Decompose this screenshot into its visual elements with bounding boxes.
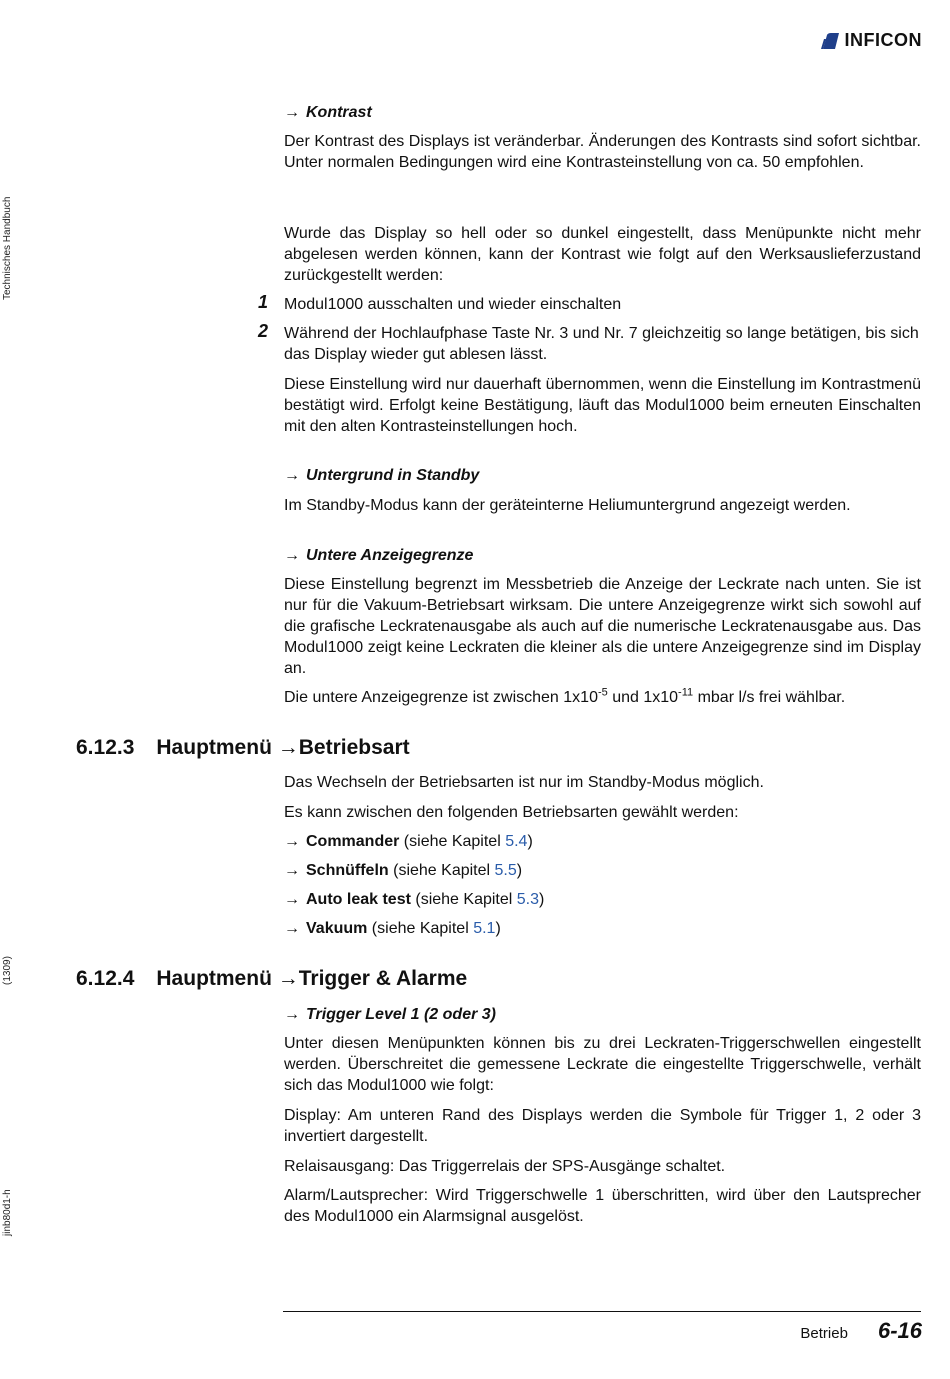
untere-heading [284,545,921,566]
arrow-icon: → [284,833,300,850]
mode-ref-suffix: ) [527,833,533,850]
arrow-icon: → [277,736,299,759]
arrow-icon: → [284,1006,300,1023]
margin-date-code: (1309) [2,956,13,985]
mode-item [284,860,921,881]
mode-ref-prefix: (siehe Kapitel [388,862,495,879]
kontrast-title: Kontrast [306,104,372,121]
untergrund-heading [284,465,921,486]
untergrund-title: Untergrund in Standby [306,467,480,484]
arrow-icon: → [284,467,300,484]
arrow-icon: → [277,967,299,990]
page-number: 6-16 [877,1318,922,1343]
trigger-level-title: Trigger Level 1 (2 oder 3) [306,1006,496,1023]
chapter-link[interactable]: 5.4 [505,833,528,850]
mode-ref-prefix: (siehe Kapitel [367,920,474,937]
chapter-link[interactable]: 5.1 [473,920,496,937]
range-exponent-2: -11 [678,686,694,699]
range-exponent-1: -5 [597,686,608,699]
trigger-paragraph-2: Display: Am unteren Rand des Displays werden die Symbole für Trigger 1, 2 oder 3 invertiert dargestellt. [284,1107,921,1145]
section-number: 6.12.4 [76,967,135,990]
range-text-c: mbar l/s frei wählbar. [693,689,846,706]
step-number-2: 2 [258,321,269,341]
section-title-b: Betriebsart [298,736,410,759]
footer [800,1318,922,1344]
step-text-1: Modul1000 ausschalten und wieder einschalten [284,296,622,313]
trigger-paragraph-4: Alarm/Lautsprecher: Wird Triggerschwelle 1 überschritten, wird über den Lautsprecher des Modul1000 ein Alarmsignal ausgelöst. [284,1187,921,1225]
mode-name: Vakuum [306,920,368,937]
untergrund-paragraph: Im Standby-Modus kann der geräteinterne Heliumuntergrund angezeigt werden. [284,497,851,514]
kontrast-paragraph-1: Der Kontrast des Displays ist veränderbar. Änderungen des Kontrasts sind sofort sichtbar. Unter normalen Bedingungen wird eine Kontrasteinstellung von ca. 50 empfohlen. [284,133,921,171]
inficon-logo-icon [819,31,841,51]
mode-name: Auto leak test [306,891,411,908]
arrow-icon: → [284,862,300,879]
mode-ref-suffix: ) [516,862,523,879]
inficon-logo [819,30,923,51]
margin-doc-code: jinb80d1-h [2,1189,13,1236]
mode-name: Commander [306,833,400,850]
section-title-a: Hauptmenü [156,967,272,990]
trigger-level-heading [284,1004,921,1025]
mode-ref-suffix: ) [539,891,545,908]
mode-item [284,889,921,910]
step-number-1: 1 [258,292,269,312]
betriebsart-paragraph-1: Das Wechseln der Betriebsarten ist nur im Standby-Modus möglich. [284,774,764,791]
mode-item [284,918,921,939]
section-number: 6.12.3 [76,736,135,759]
arrow-icon: → [284,547,300,564]
untere-title: Untere Anzeigegrenze [306,547,474,564]
trigger-paragraph-1: Unter diesen Menüpunkten können bis zu drei Leckraten-Triggerschwellen eingestellt werden. Überschreitet die gemessene Leckrate die eingestellte Triggerschwelle, verhält sich das Modul1000 wie folgt: [284,1035,921,1094]
mode-name: Schnüffeln [306,862,389,879]
kontrast-paragraph-3: Diese Einstellung wird nur dauerhaft übernommen, wenn die Einstellung im Kontrastmenü bestätigt wird. Erfolgt keine Bestätigung, läuft das Modul1000 beim erneuten Einschalten mit den alten Kontrasteinstellungen hoch. [284,376,921,435]
section-heading-trigger [76,967,467,991]
chapter-link[interactable]: 5.5 [494,862,517,879]
betriebsart-paragraph-2: Es kann zwischen den folgenden Betriebsarten gewählt werden: [284,804,739,821]
mode-ref-prefix: (siehe Kapitel [399,833,506,850]
range-text-b: und 1x10 [607,689,679,706]
untere-paragraph-2 [284,687,921,708]
section-title-b: Trigger & Alarme [298,967,468,990]
chapter-link[interactable]: 5.3 [516,891,540,908]
section-title-a: Hauptmenü [156,736,272,759]
mode-ref-suffix: ) [495,920,501,937]
footer-rule [283,1311,921,1312]
footer-section-label: Betrieb [800,1325,848,1342]
trigger-paragraph-3: Relaisausgang: Das Triggerrelais der SPS-Ausgänge schaltet. [284,1158,726,1175]
arrow-icon: → [284,920,300,937]
kontrast-heading [284,102,921,123]
logo-text: INFICON [844,30,922,50]
kontrast-paragraph-2: Wurde das Display so hell oder so dunkel eingestellt, dass Menüpunkte nicht mehr abgelesen werden können, kann der Kontrast wie folgt auf den Werksauslieferzustand zurückgestellt werden: [284,225,921,284]
untere-paragraph-1: Diese Einstellung begrenzt im Messbetrieb die Anzeige der Leckrate nach unten. Sie ist nur für die Vakuum-Betriebsart wirksam. Die untere Anzeigegrenze wirkt sich sowohl auf die grafische Leckratenausgabe als auch auf die numerische Leckratenausgabe aus. Das Modul1000 zeigt keine Leckraten die kleiner als die untere Anzeigegrenze sind im Display an. [284,576,921,677]
range-text-a: Die untere Anzeigegrenze ist zwischen 1x10 [284,689,598,706]
mode-item [284,831,921,852]
step-text-2: Während der Hochlaufphase Taste Nr. 3 und Nr. 7 gleichzeitig so lange betätigen, bis sich das Display wieder gut ablesen lässt. [284,325,919,363]
arrow-icon: → [284,891,300,908]
mode-ref-prefix: (siehe Kapitel [410,891,517,908]
arrow-icon: → [284,104,300,121]
section-heading-betriebsart [76,736,410,760]
margin-manual-label: Technisches Handbuch [2,196,13,300]
